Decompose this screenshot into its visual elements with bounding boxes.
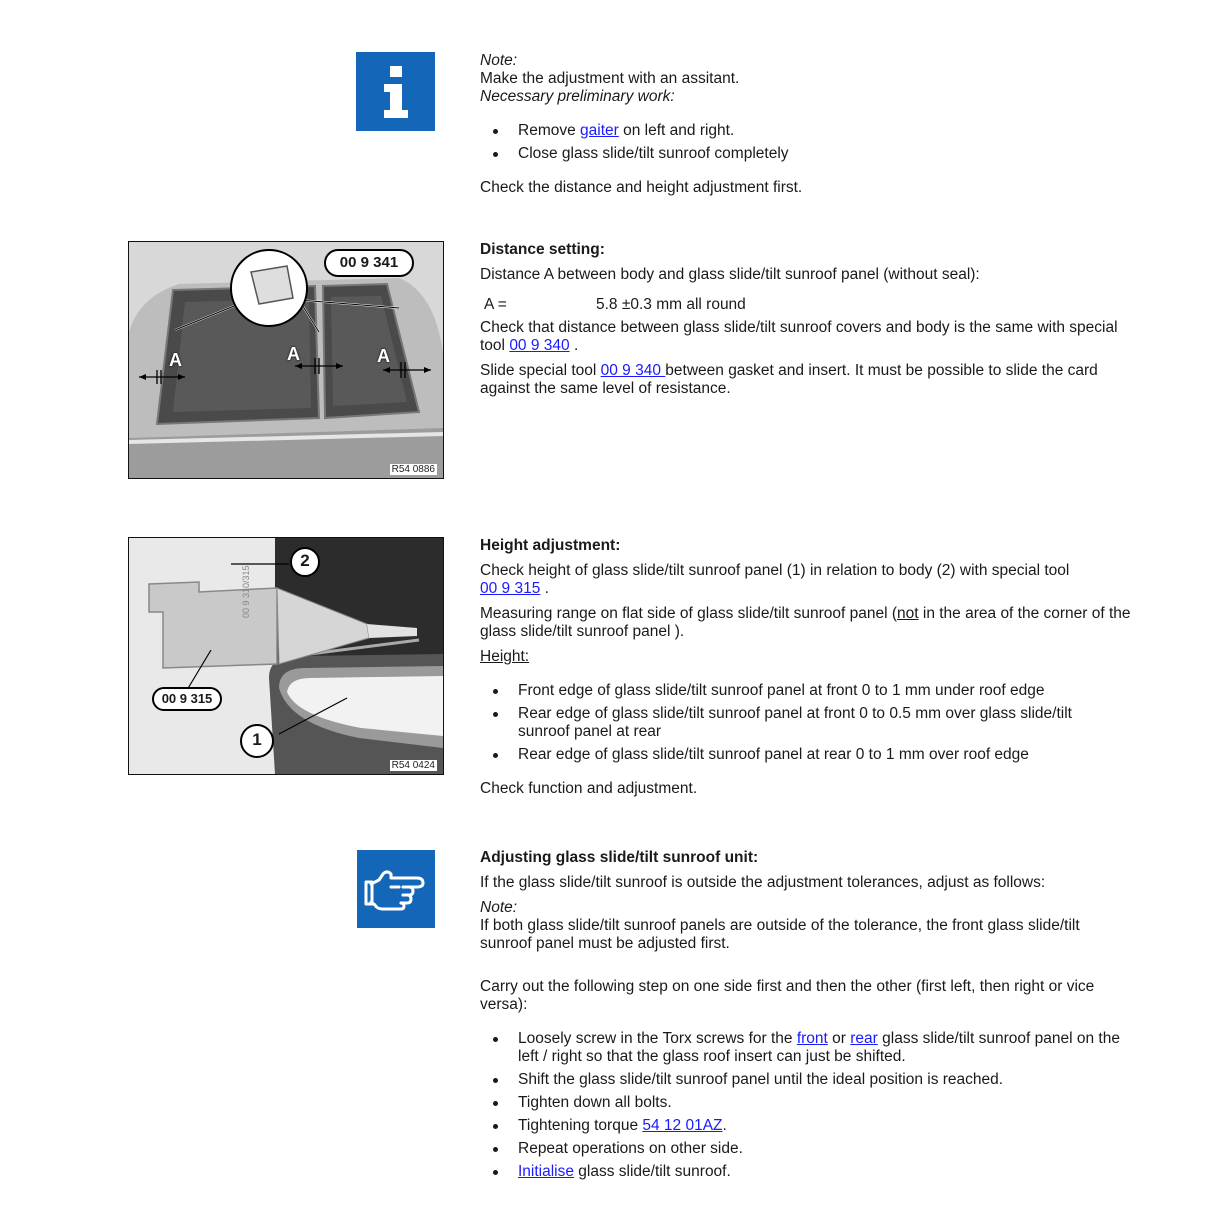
adjust-line: If the glass slide/tilt sunroof is outside the adjustment tolerances, adjust as follows: xyxy=(480,874,1046,891)
front-link[interactable]: front xyxy=(796,1030,828,1047)
carry-out-text: Carry out the following step on one side first and then the other (first left, then right or vice versa): xyxy=(480,978,1095,1013)
height-list xyxy=(480,682,1120,764)
prelim-label: Necessary preliminary work: xyxy=(480,88,675,105)
list-item: Tighten down all bolts. xyxy=(480,1094,1130,1112)
list-item: Close glass slide/tilt sunroof completely xyxy=(480,145,1160,163)
list-item: Rear edge of glass slide/tilt sunroof panel at front 0 to 0.5 mm over glass slide/tilt sunroof panel at rear xyxy=(480,705,1120,741)
distance-heading: Distance setting: xyxy=(480,241,605,258)
distance-para-2: Slide special tool 00 9 340 between gasket and insert. It must be possible to slide the card against the same level of resistance. xyxy=(480,362,1098,397)
prelim-list xyxy=(480,122,1160,163)
list-item: Remove gaiter on left and right. xyxy=(480,122,1160,140)
check-function-text: Check function and adjustment. xyxy=(480,780,698,797)
list-item: Tightening torque 54 12 01AZ. xyxy=(480,1117,1130,1135)
tool-label-00-9-341: 00 9 341 xyxy=(339,254,399,271)
distance-figure xyxy=(128,241,444,479)
list-item: Rear edge of glass slide/tilt sunroof panel at rear 0 to 1 mm over roof edge xyxy=(480,746,1120,764)
marker-a-left: A xyxy=(169,350,182,370)
distance-para-1: Check that distance between glass slide/tilt sunroof covers and body is the same with special tool 00 9 340 . xyxy=(480,319,1118,354)
tool-00-9-315-link[interactable]: 00 9 315 xyxy=(480,580,541,597)
height-para-1: Check height of glass slide/tilt sunroof panel (1) in relation to body (2) with special tool 00 9 315 . xyxy=(480,562,1070,597)
adjust-heading: Adjusting glass slide/tilt sunroof unit: xyxy=(480,849,759,866)
adjust-note-label: Note: xyxy=(480,899,518,916)
rear-link[interactable]: rear xyxy=(850,1030,878,1047)
torque-link[interactable]: 54 12 01AZ xyxy=(642,1117,723,1134)
spec-label: A = xyxy=(484,296,507,313)
note-label: Note: xyxy=(480,52,518,69)
height-heading: Height adjustment: xyxy=(480,537,621,554)
callout-1: 1 xyxy=(252,730,262,749)
height-label: Height: xyxy=(480,648,530,665)
note-line: Make the adjustment with an assitant. xyxy=(480,70,740,87)
spec-value: 5.8 ±0.3 mm all round xyxy=(596,296,746,313)
height-figure xyxy=(128,537,444,775)
list-item: Repeat operations on other side. xyxy=(480,1140,1130,1158)
list-item: Front edge of glass slide/tilt sunroof panel at front 0 to 1 mm under roof edge xyxy=(480,682,1120,700)
figure-code: R54 0424 xyxy=(391,760,435,771)
info-icon xyxy=(356,52,435,131)
initialise-link[interactable]: Initialise xyxy=(518,1163,574,1180)
marker-a-middle: A xyxy=(287,344,300,364)
pointing-hand-icon xyxy=(357,850,435,928)
tool-00-9-340-link[interactable]: 00 9 340 xyxy=(600,362,666,379)
tool-00-9-340-link[interactable]: 00 9 340 xyxy=(509,337,570,354)
tool-label-00-9-315: 00 9 315 xyxy=(161,691,213,706)
check-first-text: Check the distance and height adjustment first. xyxy=(480,179,803,196)
list-item: Initialise glass slide/tilt sunroof. xyxy=(480,1163,1130,1181)
adjust-note-text: If both glass slide/tilt sunroof panels are outside of the tolerance, the front glass slide/tilt sunroof panel must be adjusted first. xyxy=(480,917,1080,952)
tool-engraving: 00 9 310/315 xyxy=(241,565,251,618)
adjust-list xyxy=(480,1030,1130,1181)
distance-line: Distance A between body and glass slide/tilt sunroof panel (without seal): xyxy=(480,266,980,283)
list-item: Shift the glass slide/tilt sunroof panel until the ideal position is reached. xyxy=(480,1071,1130,1089)
list-item: Loosely screw in the Torx screws for the front or rear glass slide/tilt sunroof panel on the left / right so that the glass roof insert can just be shifted. xyxy=(480,1030,1130,1066)
callout-2: 2 xyxy=(300,551,310,570)
height-para-2: Measuring range on flat side of glass slide/tilt sunroof panel (not in the area of the corner of the glass slide/tilt sunroof panel ). xyxy=(480,605,1131,640)
marker-a-right: A xyxy=(377,346,390,366)
figure-code: R54 0886 xyxy=(391,464,435,475)
gaiter-link[interactable]: gaiter xyxy=(580,122,619,139)
